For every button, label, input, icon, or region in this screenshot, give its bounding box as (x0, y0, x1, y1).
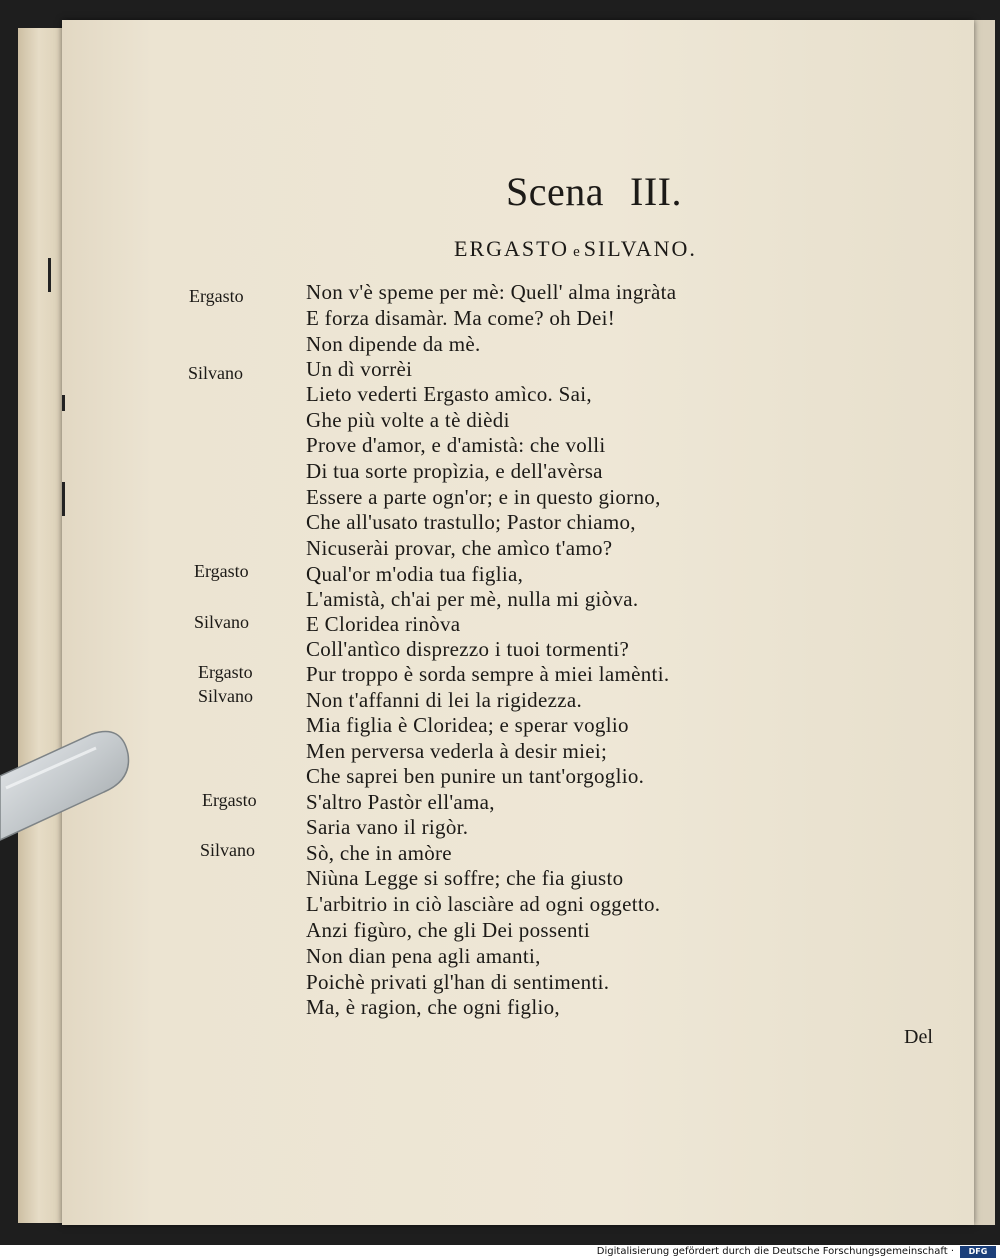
verse-line: Coll'antìco disprezzo i tuoi tormenti? (306, 637, 630, 661)
verse-line: Nicuserài provar, che amìco t'amo? (306, 536, 613, 560)
verse-line: Che all'usato trastullo; Pastor chiamo, (306, 510, 636, 534)
verse-line: S'altro Pastòr ell'ama, (306, 790, 495, 814)
verse-line: Men perversa vederla à desir miei; (306, 739, 608, 763)
verse-line: Di tua sorte propìzia, e dell'avèrsa (306, 459, 603, 483)
footer-credit: Digitalisierung gefördert durch die Deutsche Forschungsgemeinschaft · (596, 1246, 954, 1257)
verse-line: Ghe più volte a tè dièdi (306, 408, 510, 432)
verse-line: Non t'affanni di lei la rigidezza. (306, 688, 582, 712)
verse-line: Non dian pena agli amanti, (306, 944, 541, 968)
scene-title-word: Scena (506, 169, 605, 214)
catchword: Del (904, 1026, 933, 1048)
conjunction: e (573, 244, 580, 260)
verse-line: Ma, è ragion, che ogni figlio, (306, 995, 560, 1019)
verse-line: Sò, che in amòre (306, 841, 452, 865)
speaker-name: Ergasto (189, 286, 244, 306)
verse-line: Non dipende da mè. (306, 332, 481, 356)
margin-mark (48, 258, 51, 292)
verse-line: Che saprei ben punire un tant'orgoglio. (306, 764, 645, 788)
verse-line: Pur troppo è sorda sempre à miei lamènti. (306, 662, 670, 686)
speaker-name: Silvano (198, 686, 254, 706)
margin-mark (62, 482, 65, 516)
speaker-name: Ergasto (202, 790, 257, 810)
verse-line: Poichè privati gl'han di sentimenti. (306, 970, 610, 994)
verse-line: Non v'è speme per mè: Quell' alma ingràta (306, 280, 677, 304)
page-clip (0, 728, 130, 848)
verse-line: Lieto vederti Ergasto amìco. Sai, (306, 382, 592, 406)
verse-line: Un dì vorrèi (306, 357, 413, 381)
verse-line: E Cloridea rinòva (306, 612, 461, 636)
verse-line: Prove d'amor, e d'amistà: che volli (306, 433, 606, 457)
verse-line: Saria vano il rigòr. (306, 815, 469, 839)
verse-line: Qual'or m'odia tua figlia, (306, 562, 524, 586)
verse-line: Essere a parte ogn'or; e in questo giorno, (306, 485, 661, 509)
character-b: SILVANO. (583, 236, 697, 261)
digitization-footer (0, 1245, 1000, 1259)
speaker-name: Ergasto (198, 662, 253, 682)
verse-line: Mia figlia è Cloridea; e sperar voglio (306, 713, 629, 737)
speaker-name: Ergasto (194, 561, 249, 581)
character-a: ERGASTO (454, 236, 570, 261)
margin-mark (62, 395, 65, 411)
verse-line: L'amistà, ch'ai per mè, nulla mi giòva. (306, 587, 639, 611)
speaker-name: Silvano (194, 612, 250, 632)
speaker-name: Silvano (200, 840, 256, 860)
verse-line: Anzi figùro, che gli Dei possenti (306, 918, 591, 942)
verse-line: E forza disamàr. Ma come? oh Dei! (306, 306, 616, 330)
verse-line: Niùna Legge si soffre; che fia giusto (306, 866, 624, 890)
speaker-name: Silvano (188, 363, 244, 383)
scene-title-number: III. (630, 169, 682, 214)
scene-title (506, 168, 682, 215)
verse-line: L'arbitrio in ciò lasciàre ad ogni oggetto. (306, 892, 661, 916)
scene-characters (454, 236, 697, 262)
dfg-logo-icon: DFG (960, 1246, 996, 1258)
